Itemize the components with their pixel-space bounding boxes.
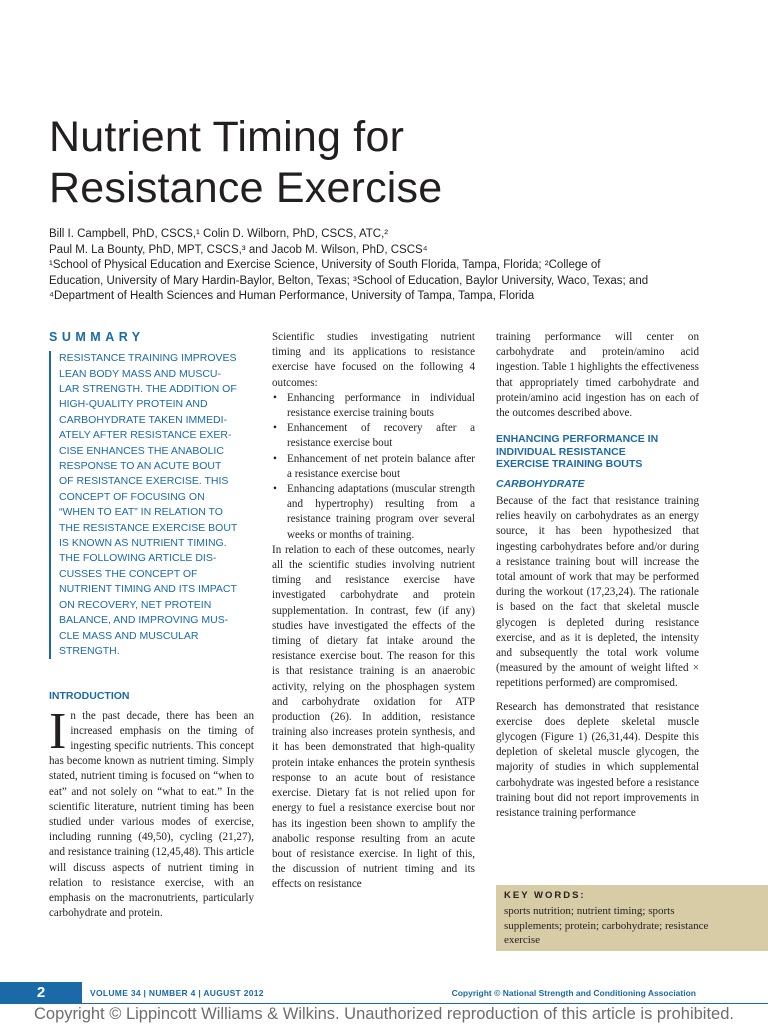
summary-line: CUSSES THE CONCEPT OF [59, 567, 198, 580]
page-footer [0, 982, 768, 1004]
section-heading-line: EXERCISE TRAINING BOUTS [496, 458, 643, 471]
section-heading-line: ENHANCING PERFORMANCE IN [496, 433, 659, 446]
column-1 [49, 330, 254, 921]
title-line-2: Resistance Exercise [49, 164, 443, 212]
keywords-box [496, 885, 768, 951]
list-item: • Enhancing performance in individual resistance exercise training bouts [272, 391, 475, 421]
footer-copyright: Copyright © National Strength and Conditioning Association [451, 988, 696, 998]
authors-line-1: Bill I. Campbell, PhD, CSCS,¹ Colin D. Wilborn, PhD, CSCS, ATC,² [49, 228, 389, 240]
summary-line: CONCEPT OF FOCUSING ON [59, 490, 205, 503]
list-item: • Enhancement of net protein balance after a resistance exercise bout [272, 452, 475, 482]
summary-line: BALANCE, AND IMPROVING MUS- [59, 614, 229, 627]
reproduction-notice: Copyright © Lippincott Williams & Wilkins. Unauthorized reproduction of this article is prohibited. [34, 1005, 734, 1023]
drop-cap: I [49, 702, 67, 760]
summary-line: CARBOHYDRATE TAKEN IMMEDI- [59, 413, 228, 426]
introduction-paragraph: n the past decade, there has been an increased emphasis on the timing of ingesting specific nutrients. This concept has become known as nutrient timing. Simply stated, nutrient timing is focused on “when to eat” and not solely on “what to eat.” In the scientific literature, nutrient timing has been studied under various modes of exercise, including running (49,50), cycling (21,27), and resistance training (12,45,48). This article will discuss aspects of nutrient timing in relation to resistance exercise, with an emphasis on the macronutrients, particularly carbohydrate and protein. [49, 709, 254, 920]
subheading-carbohydrate: CARBOHYDRATE [496, 477, 585, 490]
summary-line: THE RESISTANCE EXERCISE BOUT [59, 521, 238, 534]
continuation-paragraph: training performance will center on carbohydrate and protein/amino acid ingestion. Table 1 highlights the effectiveness that appropriately timed carbohydrate and protein/amino acid ingestion has on each of the outcomes described above. [496, 331, 699, 420]
section-heading-line: INDIVIDUAL RESISTANCE [496, 445, 626, 458]
summary-line: OF RESISTANCE EXERCISE. THIS [59, 475, 229, 488]
column-3 [496, 330, 699, 821]
summary-box [49, 351, 254, 659]
summary-line: ON RECOVERY, NET PROTEIN [59, 598, 212, 611]
introduction-body [49, 702, 254, 922]
summary-line: RESPONSE TO AN ACUTE BOUT [59, 460, 222, 473]
summary-line: CLE MASS AND MUSCULAR [59, 629, 199, 642]
outcomes-list [272, 391, 475, 543]
summary-line: HIGH-QUALITY PROTEIN AND [59, 398, 208, 411]
summary-line: STRENGTH. [59, 644, 120, 657]
list-item: • Enhancing adaptations (muscular strength and hypertrophy) resulting from a resistance training program over several weeks or months of training. [272, 482, 475, 543]
keywords-text: sports nutrition; nutrient timing; sports supplements; protein; carbohydrate; resistance exercise [504, 905, 709, 947]
column-2 [272, 330, 475, 893]
summary-line: RESISTANCE TRAINING IMPROVES [59, 352, 237, 365]
outcomes-discussion-paragraph: In relation to each of these outcomes, nearly all the scientific studies involving nutrient timing and resistance exercise have investigated carbohydrate and protein supplementation. In contrast, few (if any) studies have investigated the effects of the timing of dietary fat intake around the resistance exercise bout. The reason for this is that resistance training is an anaerobic activity, relying on the phosphagen system and carbohydrate oxidation for ATP production (26). In addition, resistance training also increases protein synthesis, and it has been demonstrated that high-quality protein intake enhances the protein synthesis response to an acute bout of resistance exercise. Dietary fat is not relied upon for energy to fuel a resistance exercise bout nor has its ingestion been shown to amplify the anabolic response resulting from an acute bout of resistance exercise. In light of this, the discussion of nutrient timing and its effects on resistance [272, 543, 475, 891]
section-heading-performance [496, 433, 699, 471]
summary-line: LEAN BODY MASS AND MUSCU- [59, 367, 222, 380]
summary-line: CISE ENHANCES THE ANABOLIC [59, 444, 224, 457]
summary-line: ATELY AFTER RESISTANCE EXER- [59, 429, 232, 442]
carbohydrate-paragraph-1: Because of the fact that resistance training relies heavily on carbohydrates as an energy source, it has been hypothesized that ingesting carbohydrates before and/or during a resistance training bout will increase the total amount of work that may be performed during the workout (17,23,24). The rationale is based on the fact that skeletal muscle glycogen is depleted during resistance exercise, and as it is depleted, the intensity and subsequently the total work volume (measured by the amount of weight lifted × repetitions performed) are compromised. [496, 494, 699, 690]
article-title [49, 112, 729, 214]
summary-line: NUTRIENT TIMING AND ITS IMPACT [59, 583, 237, 596]
authors-line-2: Paul M. La Bounty, PhD, MPT, CSCS,³ and Jacob M. Wilson, PhD, CSCS⁴ [49, 243, 428, 256]
affiliation-line-3: ⁴Department of Health Sciences and Human Performance, University of Tampa, Tampa, Florida [49, 290, 535, 302]
title-line-1: Nutrient Timing for [49, 113, 405, 161]
keywords-heading: KEY WORDS: [504, 890, 586, 901]
summary-heading: SUMMARY [49, 330, 145, 344]
introduction-heading: INTRODUCTION [49, 690, 130, 703]
summary-line: “WHEN TO EAT” IN RELATION TO [59, 506, 223, 519]
outcomes-intro-paragraph: Scientific studies investigating nutrient timing and its applications to resistance exercise have focused on the following 4 outcomes: [272, 331, 475, 389]
list-item: • Enhancement of recovery after a resistance exercise bout [272, 421, 475, 451]
page-number: 2 [0, 982, 82, 1004]
affiliation-line-2: Education, University of Mary Hardin-Baylor, Belton, Texas; ³School of Education, Baylor University, Waco, Texas; and [49, 274, 649, 287]
affiliation-line-1: ¹School of Physical Education and Exercise Science, University of South Florida, Tampa, Florida; ²College of [49, 259, 601, 271]
summary-line: LAR STRENGTH. THE ADDITION OF [59, 383, 237, 396]
journal-issue-info: VOLUME 34 | NUMBER 4 | AUGUST 2012 [90, 988, 264, 998]
summary-line: IS KNOWN AS NUTRIENT TIMING. [59, 537, 227, 550]
carbohydrate-paragraph-2: Research has demonstrated that resistance exercise does deplete skeletal muscle glycogen (Figure 1) (26,31,44). Despite this depletion of skeletal muscle glycogen, the majority of studies in which supplemental carbohydrate was ingested before a resistance training bout did not report improvements in resistance training performance [496, 700, 699, 819]
author-affiliations [49, 227, 721, 305]
summary-line: THE FOLLOWING ARTICLE DIS- [59, 552, 217, 565]
